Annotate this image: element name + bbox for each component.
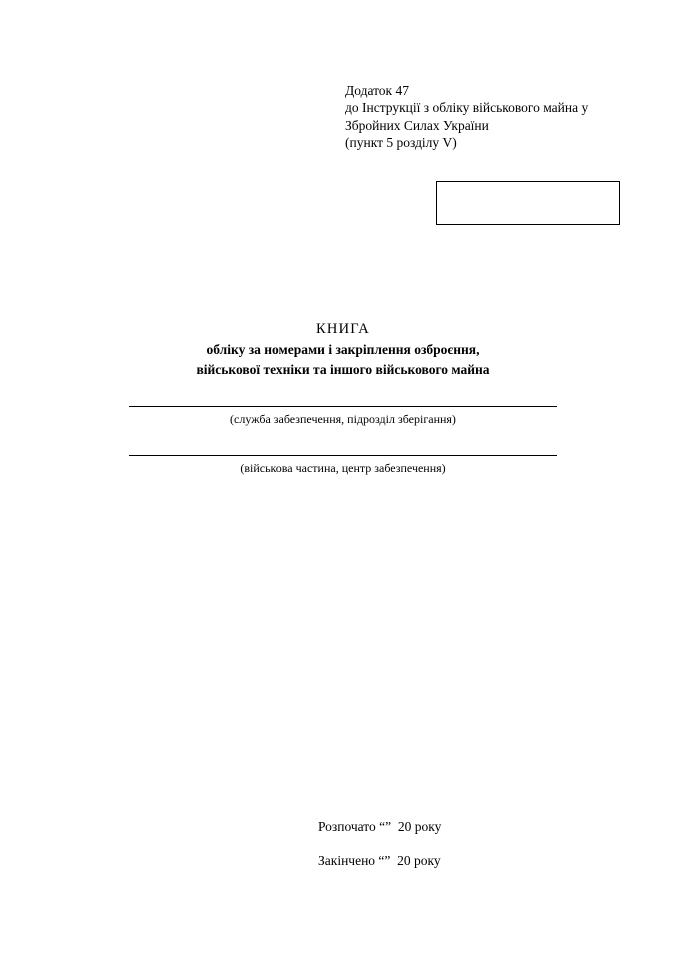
date-finished-quote: ” [384,853,391,868]
date-block [318,818,441,886]
date-finished-label: Закінчено “ [318,853,385,868]
date-started-year-prefix: 20 [397,819,412,834]
annex-number: Додаток 47 [345,83,409,98]
annex-clause-reference: (пункт 5 розділу V) [345,135,457,151]
date-finished-year-prefix: 20 [397,853,411,868]
date-started-suffix: року [414,819,442,834]
annex-instruction-line-1: до Інструкції з обліку військового майна у [345,100,589,116]
page-subtitle-line-1: обліку за номерами і закріплення озброєння, [206,342,480,357]
date-started-label: Розпочато “ [318,819,386,834]
signature-caption-service: (служба забезпечення, підрозділ зберігання) [230,412,456,426]
signature-field-unit [0,455,686,476]
date-row-started [318,818,441,835]
annex-instruction-line-2: Збройних Силах України [345,117,489,133]
stamp-box[interactable] [436,181,620,225]
signature-line-unit[interactable] [129,455,557,456]
date-finished-suffix: року [414,853,441,868]
signature-line-service[interactable] [129,406,557,407]
signature-field-service [0,406,686,427]
date-row-finished [318,852,441,869]
page-subtitle-line-2: військової техніки та іншого військового майна [196,361,490,377]
signature-caption-unit: (військова частина, центр забезпечення) [240,461,446,475]
annex-reference-block [345,82,588,152]
date-started-quote: ” [385,819,392,834]
title-block [0,320,686,378]
page-title: КНИГА [316,321,370,337]
